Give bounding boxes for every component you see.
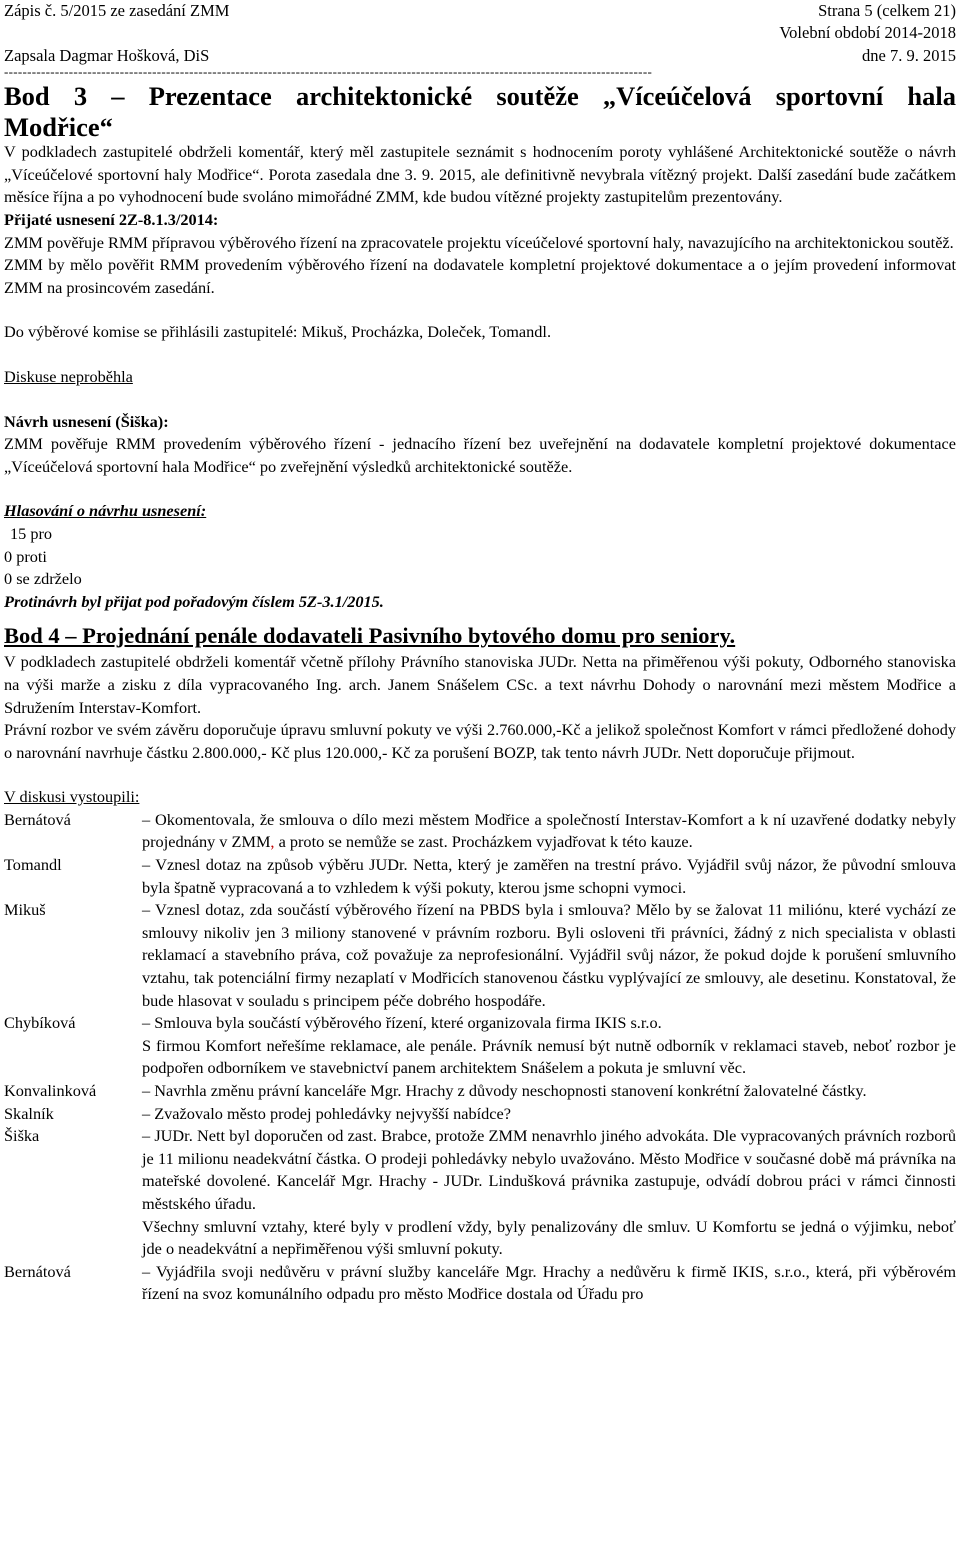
proposal-text: ZMM pověřuje RMM provedením výběrového řízení - jednacího řízení bez uveřejnění na dodavatele kompletní projektové dokumentace „Víceúčelová sportovní hala Modřice“ po zveřejnění výsledků architektonické soutěže. [4,434,956,476]
vote-against: 0 proti [4,546,47,566]
header-row-3 [4,45,956,67]
bod4-paragraph-2: Právní rozbor ve svém závěru doporučuje úpravu smluvní pokuty ve výši 2.760.000,-Kč a jelikož společnost Komfort v rámci předložené dohody o narovnání navrhuje částku 2.800.000,- Kč plus 120.000,- Kč za porušení BOZP, tak tento návrh JUDr. Nett doporučuje přijmout. [4,720,956,762]
bod3-title-line2: Modřice“ [4,112,113,143]
adopted-resolution-label: Přijaté usnesení 2Z-8.1.3/2014: [4,210,219,229]
header-row-1 [4,0,956,22]
speaker-name: Bernátová [4,809,71,829]
document-date: dne 7. 9. 2015 [862,45,956,65]
adopted-resolution-text: ZMM pověřuje RMM přípravou výběrového řízení na zpracovatele projektu víceúčelové sportovní haly, navazujícího na architektonickou soutěž. [4,232,954,252]
speaker-name: Konvalinková [4,1081,97,1100]
recorder: Zapsala Dagmar Hošková, DiS [4,45,210,65]
speaker-entry [4,1080,956,1103]
speaker-name: Skalník [4,1103,54,1123]
speaker-entry [4,1103,956,1126]
speaker-text: – Okomentovala, že smlouva o dílo mezi městem Modřice a společností Interstav-Komfort a k ní uzavřené dodatky nebyly projednány v ZMM, a proto se nemůže se zast. Procházkem vyjadřovat k této kauze. [142,809,956,852]
speakers-label: V diskusi vystoupili: [4,787,140,807]
header-separator: -------------------------------------------------------------------------------------------------------------------------------------------- [4,65,653,80]
speaker-text: – Vznesl dotaz na způsob výběru JUDr. Netta, který je zaměřen na trestní právo. Vyjádřil svůj názor, že původní smlouva byla špatně vypracovaná a to vzhledem k výši pokuty, kterou jsme schopni vymoci. [142,855,956,897]
electoral-period: Volební období 2014-2018 [779,23,956,43]
speaker-name: Tomandl [4,855,62,875]
discussion-note: Diskuse neproběhla [4,366,133,386]
speaker-name: Chybíková [4,1013,76,1033]
document-title: Zápis č. 5/2015 ze zasedání ZMM [4,1,230,20]
speaker-text: – Navrhla změnu právní kanceláře Mgr. Hrachy z důvody neschopnosti stanovení konkrétní žalovatelné částky. [142,1081,867,1100]
voting-label: Hlasování o návrhu usnesení: [4,501,207,521]
bod3-paragraph-2: ZMM by mělo pověřit RMM provedením výběrového řízení na dodavatele kompletní projektové dokumentace a o jejím provedení informovat ZMM na prosincovém zasedání. [4,255,956,297]
page-number: Strana 5 (celkem 21) [818,1,956,20]
vote-for: 15 pro [10,523,53,543]
bod4-paragraph-1: V podkladech zastupitelé obdrželi komentář včetně přílohy Právního stanoviska JUDr. Netta na přiměřenou výši pokuty, Odborného stanoviska na výši marže a zisku z díla vypracovaného Ing. arch. Janem Snášelem CSc. a text návrhu Dohody o narovnání mezi městem Modřice a Sdružením Interstav-Komfort. [4,652,956,717]
bod3-paragraph-1: V podkladech zastupitelé obdrželi komentář, který měl zastupitele seznámit s hodnocením poroty vyhlášené Architektonické soutěže o návrh „Víceúčelové sportovní haly Modřice“. Porota zasedala dne 3. 9. 2015, ale definitivně nevybrala vítězný projekt. Další zasedání bude začátkem měsíce října a po vyhodnocení bude svoláno mimořádné ZMM, kde budou vítězné projekty zastupitelům prezentovány. [4,142,956,207]
speaker-entry [4,1261,956,1306]
speakers-list [4,809,956,1306]
speaker-name: Bernátová [4,1261,71,1281]
header-row-2 [4,22,956,44]
speaker-entry [4,899,956,1012]
voting-result: Protinávrh byl přijat pod pořadovým číslem 5Z-3.1/2015. [4,591,384,611]
speaker-entry [4,1125,956,1261]
bod3-paragraph-3: Do výběrové komise se přihlásili zastupitelé: Mikuš, Procházka, Doleček, Tomandl. [4,322,552,342]
bod3-title-line1: Bod 3 – Prezentace architektonické soutěže „Víceúčelová sportovní hala [4,81,956,112]
speaker-entry [4,854,956,899]
speaker-name: Šiška [4,1126,40,1146]
speaker-text: – Vyjádřila svoji nedůvěru v právní služby kanceláře Mgr. Hrachy a nedůvěru k firmě IKIS, s.r.o., která, při výběrovém řízení na svoz komunálního odpadu pro město Modřice dostala od Úřadu pro [142,1261,956,1304]
proposal-label: Návrh usnesení (Šiška): [4,411,169,431]
vote-abstain: 0 se zdrželo [4,569,82,589]
speaker-entry [4,1012,956,1080]
bod4-title: Bod 4 – Projednání penále dodavateli Pasivního bytového domu pro seniory. [4,623,736,649]
speaker-text: – Vznesl dotaz, zda součástí výběrového řízení na PBDS byla i smlouva? Mělo by se žalovat 11 miliónu, které vychází ze smlouvy nikoliv jen 3 miliony stanovené v právním rozboru. Byli osloveni tři právníci, žádný z nich specialista v oblasti reklamací a stavebního práva, což považuje za neprofesionální. Vyjádřil svůj názor, že pokud dojde k porušení smluvního vztahu, tak potenciální firmy nezaplatí v Modřicích stanovenou částku vyplývající ze smlouvy, ale desetinu. Konstatoval, že bude hlasovat v souladu s principem péče dobrého hospodáře. [142,900,956,1010]
speaker-text: – JUDr. Nett byl doporučen od zast. Brabce, protože ZMM nenavrhlo jiného advokáta. Dle vypracovaných právních rozborů je 11 milionu neadekvátní částka. O prodeji pohledávky nebylo uvažováno. Město Modřice v současné době má právníka na mateřské dovolené. Kancelář Mgr. Hrachy - JUDr. Lindušková právnika zastupuje, odvádí dobrou práci v rámci činnosti městského úřadu. Všechny smluvní vztahy, které byly v prodlení vždy, byly penalizovány dle smluv. U Komfortu se jedná o výjimku, neboť jde o neadekvátní a nepřiměřenou výši smluvní pokuty. [142,1126,956,1259]
speaker-text: – Zvažovalo město prodej pohledávky nejvyšší nabídce? [142,1103,511,1123]
speaker-name: Mikuš [4,900,46,920]
speaker-entry [4,809,956,854]
speaker-text: – Smlouva byla součástí výběrového řízení, které organizovala firma IKIS s.r.o. S firmou Komfort neřešíme reklamace, ale penále. Právník nemusí být nutně odborník v reklamaci staveb, neboť rozbor je podpořen odborníkem ve stavebnictví panem architektem Snášelem a pokuta je smluvní věc. [142,1013,956,1078]
